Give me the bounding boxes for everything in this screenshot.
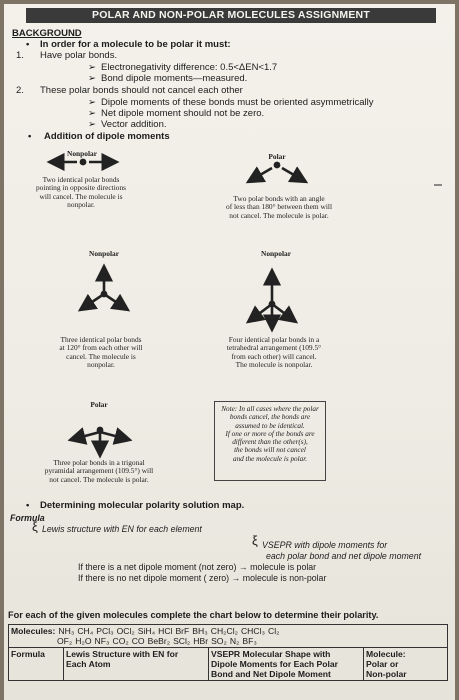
page-title: POLAR AND NON-POLAR MOLECULES ASSIGNMENT <box>26 8 436 23</box>
molecule-formula: H₂O <box>75 636 92 646</box>
molecule-list <box>9 625 448 648</box>
molecule-formula: HCl <box>158 626 173 636</box>
molecule-formula: NH₃ <box>58 626 75 636</box>
trigonal-label: Nonpolar <box>89 249 119 258</box>
background-heading: BACKGROUND <box>12 28 82 39</box>
molecule-formula: NF₃ <box>94 636 110 646</box>
molecule-formula: CO₂ <box>112 636 129 646</box>
bent-label: Polar <box>268 152 286 161</box>
solution-rule-nonpolar: If there is no net dipole moment ( zero) → molecule is non-polar <box>78 573 327 583</box>
molecule-formula: BeBr₂ <box>147 636 171 646</box>
cancellation-note: Note: In all cases where the polar bonds cancel, the bonds are assumed to be identical. If one or more of the bonds are different than the other(s), the bonds will not cancel and the molecule is polar. <box>214 401 326 481</box>
intro-text: In order for a molecule to be polar it must: <box>40 39 231 50</box>
molecule-formula: BH₃ <box>192 626 208 636</box>
bent-molecule-diagram <box>248 162 306 182</box>
col-formula-header: Formula <box>9 648 64 681</box>
molecule-formula: SO₂ <box>211 636 227 646</box>
polarity-chart <box>8 624 448 681</box>
linear-caption: Two identical polar bonds pointing in opposite directions will cancel. The molecule is nonpolar. <box>35 175 127 210</box>
bullet-icon: • <box>26 39 30 50</box>
molecule-formula: HBr <box>193 636 209 646</box>
bracket-arrow-icon: ξ <box>252 533 258 548</box>
molecule-formula: CH₂Cl₂ <box>210 626 238 636</box>
worksheet <box>4 4 455 700</box>
arrow-bullet-icon: ➢ <box>88 119 96 130</box>
bracket-arrow-icon: ξ <box>32 519 38 534</box>
trigonal-caption: Three identical polar bonds at 120° from each other will cancel. The molecule is nonpolar. <box>59 335 143 370</box>
arrow-bullet-icon: ➢ <box>88 62 96 73</box>
solution-rule-polar: If there is a net dipole moment (not zero) → molecule is polar <box>78 562 317 572</box>
molecule-formula: N₂ <box>229 636 240 646</box>
bullet-icon: • <box>26 500 30 511</box>
tetrahedral-molecule-diagram <box>248 270 296 330</box>
tetrahedral-caption: Four identical polar bonds in a tetrahedral arrangement (109.5° from each other) will cancel. The molecule is nonpolar. <box>226 335 322 370</box>
item2-number: 2. <box>16 85 24 96</box>
item2-sub-c: Vector addition. <box>101 119 167 130</box>
molecules-label: Molecules: <box>11 626 56 636</box>
molecule-formula: Cl₂ <box>267 626 280 636</box>
item2-text: These polar bonds should not cancel each other <box>40 85 243 96</box>
pyramidal-molecule-diagram <box>70 427 130 456</box>
arrow-bullet-icon: ➢ <box>88 73 96 84</box>
item1-sub-a: Electronegativity difference: 0.5<ΔEN<1.7 <box>101 62 278 73</box>
arrow-bullet-icon: ➢ <box>88 97 96 108</box>
linear-molecule-diagram <box>49 159 117 166</box>
pyramidal-label: Polar <box>90 400 108 409</box>
col-lewis-header: Lewis Structure with EN for Each Atom <box>64 648 209 681</box>
item1-text: Have polar bonds. <box>40 50 118 61</box>
item1-number: 1. <box>16 50 24 61</box>
item2-sub-b: Net dipole moment should not be zero. <box>101 108 265 119</box>
molecule-formula: OF₂ <box>57 636 73 646</box>
molecule-formula: BrF <box>175 626 190 636</box>
chart-instruction: For each of the given molecules complete the chart below to determine their polarity. <box>8 610 379 620</box>
item1-sub-b: Bond dipole moments—measured. <box>101 73 248 84</box>
molecule-formula: CHCl₃ <box>240 626 265 636</box>
bullet-icon: • <box>28 131 32 142</box>
bent-caption: Two polar bonds with an angle of less than 180° between them will not cancel. The molecule is polar. <box>226 194 332 220</box>
solution-lewis: Lewis structure with EN for each element <box>42 524 202 534</box>
linear-label: Nonpolar <box>67 149 97 158</box>
tetrahedral-label: Nonpolar <box>261 249 291 258</box>
molecule-row-1 <box>11 626 445 636</box>
molecule-formula: CH₄ <box>77 626 94 636</box>
molecule-row-2 <box>11 636 445 646</box>
trigonal-molecule-diagram <box>80 266 128 310</box>
solution-formula: Formula <box>10 513 45 523</box>
molecule-formula: CO <box>131 636 145 646</box>
col-polarity-header: Molecule: Polar or Non-polar <box>364 648 448 681</box>
molecule-formula: OCl₂ <box>116 626 135 636</box>
addition-heading: Addition of dipole moments <box>44 131 170 142</box>
arrow-bullet-icon: ➢ <box>88 108 96 119</box>
molecule-formula: SiH₄ <box>137 626 156 636</box>
col-vsepr-header: VSEPR Molecular Shape with Dipole Moments for Each Polar Bond and Net Dipole Moment <box>209 648 364 681</box>
molecule-formula: PCl₃ <box>96 626 114 636</box>
molecule-formula: SCl₂ <box>173 636 191 646</box>
item2-sub-a: Dipole moments of these bonds must be oriented asymmetrically <box>101 97 374 108</box>
pyramidal-caption: Three polar bonds in a trigonal pyramidal arrangement (109.5°) will not cancel. The molecule is polar. <box>44 458 154 484</box>
solution-heading: Determining molecular polarity solution map. <box>40 500 245 511</box>
solution-vsepr-line2: each polar bond and net dipole moment <box>266 551 422 561</box>
solution-vsepr-line1: VSEPR with dipole moments for <box>262 540 388 550</box>
molecule-formula: BF₃ <box>242 636 257 646</box>
